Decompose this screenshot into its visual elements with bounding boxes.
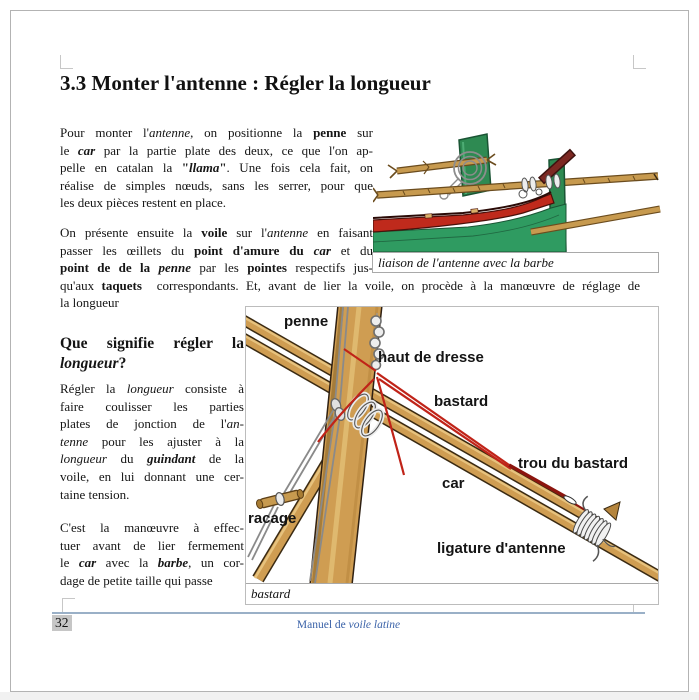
- label-racage: racage: [248, 510, 297, 527]
- text-line: passer les œillets du point d'amure du car et du: [60, 242, 373, 258]
- label-haut-de-dresse: haut de dresse: [378, 349, 484, 366]
- text-line: réalise de simples nœuds, sans les serrer, pour que: [60, 177, 373, 193]
- text-line: longueur?: [60, 354, 127, 372]
- side-heading: [60, 334, 244, 373]
- text-line: taine tension.: [60, 486, 130, 502]
- label-car: car: [442, 475, 465, 492]
- paragraph-1: [60, 124, 373, 212]
- text-line: Régler la longueur consiste à: [60, 381, 244, 396]
- page-edge-left: [10, 10, 11, 692]
- text-line: On présente ensuite la voile sur l'antenne en faisant: [60, 225, 374, 240]
- label-bastard: bastard: [434, 393, 489, 410]
- figure-rigging-diagram: [245, 306, 659, 605]
- text-line: plates de jonction de l'an-: [60, 416, 244, 432]
- app-background: [0, 692, 699, 700]
- bow-drawing: [373, 124, 661, 253]
- text-line: Que signifie régler la: [60, 335, 244, 352]
- footer-center-text: [52, 617, 645, 635]
- text-line: pelle en catalan la "llama". Une fois cela fait, on: [60, 160, 373, 176]
- figure2-caption: bastard: [246, 583, 658, 604]
- text-line: tenne pour les ajuster à la: [60, 433, 244, 449]
- text-line: le car par la partie plate des deux, ce que l'on ap-: [60, 142, 373, 158]
- text-line: Manuel de voile latine: [296, 619, 401, 631]
- page-number-field: 32: [52, 615, 72, 631]
- text-line: voile, en lui donnant une cer-: [60, 468, 244, 484]
- figure1-caption: liaison de l'antenne avec la barbe: [372, 252, 659, 273]
- text-line: qu'aux taquets correspondants. Et, avant de lier la voile, on procède à la manœuvre de réglage de: [60, 277, 640, 293]
- figure-bow-illustration: [373, 124, 661, 253]
- text-line: les deux pièces restent en place.: [60, 195, 227, 211]
- label-penne: penne: [284, 313, 329, 330]
- page-edge-top: [10, 10, 689, 11]
- text-line: longueur du guindant de la: [60, 451, 244, 467]
- text-line: Pour monter l'antenne, on positionne la penne sur: [60, 125, 373, 140]
- footer-rule: [52, 612, 645, 614]
- hull: [373, 192, 566, 252]
- text-line: la longueur: [60, 295, 119, 311]
- paragraph-4: [60, 519, 244, 589]
- text-line: point de de la penne par les pointes respectifs jus-: [60, 260, 374, 276]
- label-ligature: ligature d'antenne: [437, 540, 566, 557]
- text-line: tuer avant de lier fermement: [60, 537, 244, 553]
- text-boundary-mark: [62, 598, 75, 612]
- section-title: 3.3 Monter l'antenne : Régler la longueur: [60, 71, 431, 95]
- page-edge-right: [688, 10, 689, 692]
- penne-wedge: [604, 502, 620, 520]
- text-line: faire coulisser les parties: [60, 398, 244, 414]
- label-trou-du-bastard: trou du bastard: [518, 455, 629, 472]
- text-line: dage de petite taille qui passe: [60, 572, 213, 588]
- antenne-spar: [373, 174, 658, 202]
- text-line: le car avec la barbe, un cor-: [60, 555, 244, 571]
- text-boundary-mark: [633, 55, 646, 69]
- paragraph-3: [60, 380, 244, 503]
- text-boundary-mark: [60, 55, 73, 69]
- text-line: C'est la manœuvre à effec-: [60, 520, 244, 535]
